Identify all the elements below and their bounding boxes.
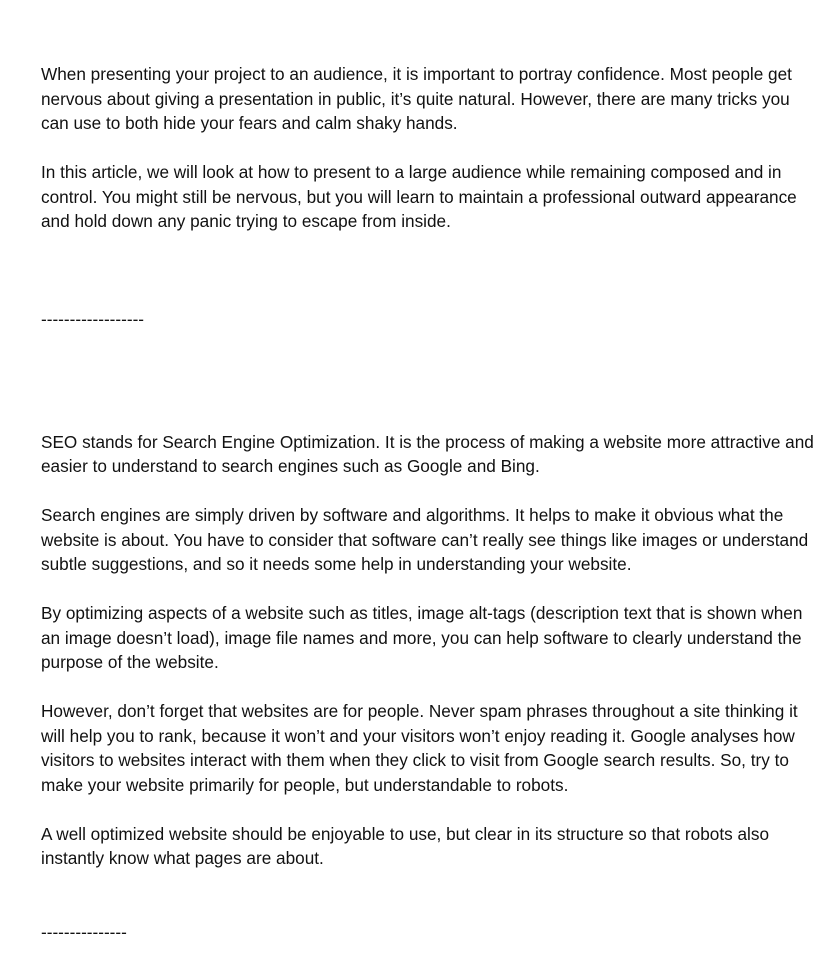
spacer [41,332,821,381]
paragraph-seo-people: However, don’t forget that websites are for people. Never spam phrases throughout a site thinking it will help you to rank, because it won’t and your visitors won’t enjoy reading it. Google analyses how visitors to websites interact with them when they click to visit from Google search results. So, try to make your website primarily for people, but understandable to robots. [41,701,798,795]
paragraph-seo-definition: SEO stands for Search Engine Optimization. It is the process of making a website more attractive and easier to understand to search engines such as Google and Bing. [41,431,814,476]
paragraph-presentation-article: In this article, we will look at how to present to a large audience while remaining composed and in control. You might still be nervous, but you will learn to maintain a professional outward appearance and hold down any panic trying to escape from inside. [41,162,797,231]
spacer [41,895,821,920]
paragraph-seo-well-optimized: A well optimized website should be enjoyable to use, but clear in its structure so that robots also instantly know what pages are about. [41,823,770,868]
document-body [41,62,821,944]
paragraph-seo-optimizing: By optimizing aspects of a website such as titles, image alt-tags (description text that is shown when an image doesn’t load), image file names and more, you can help software to clearly understand the purpose of the website. [41,603,803,672]
paragraph-seo-software: Search engines are simply driven by software and algorithms. It helps to make it obvious what the website is about. You have to consider that software can’t really see things like images or understand subtle suggestions, and so it needs some help in understanding your website. [41,505,809,574]
spacer [41,258,821,307]
section-divider-2: --------------- [41,921,127,942]
paragraph-presentation-intro: When presenting your project to an audience, it is important to portray confidence. Most people get nervous about giving a presentation in public, it’s quite natural. However, there are many tricks you can use to both hide your fears and calm shaky hands. [41,64,792,133]
spacer [41,381,821,430]
section-divider-1: ------------------ [41,309,145,329]
